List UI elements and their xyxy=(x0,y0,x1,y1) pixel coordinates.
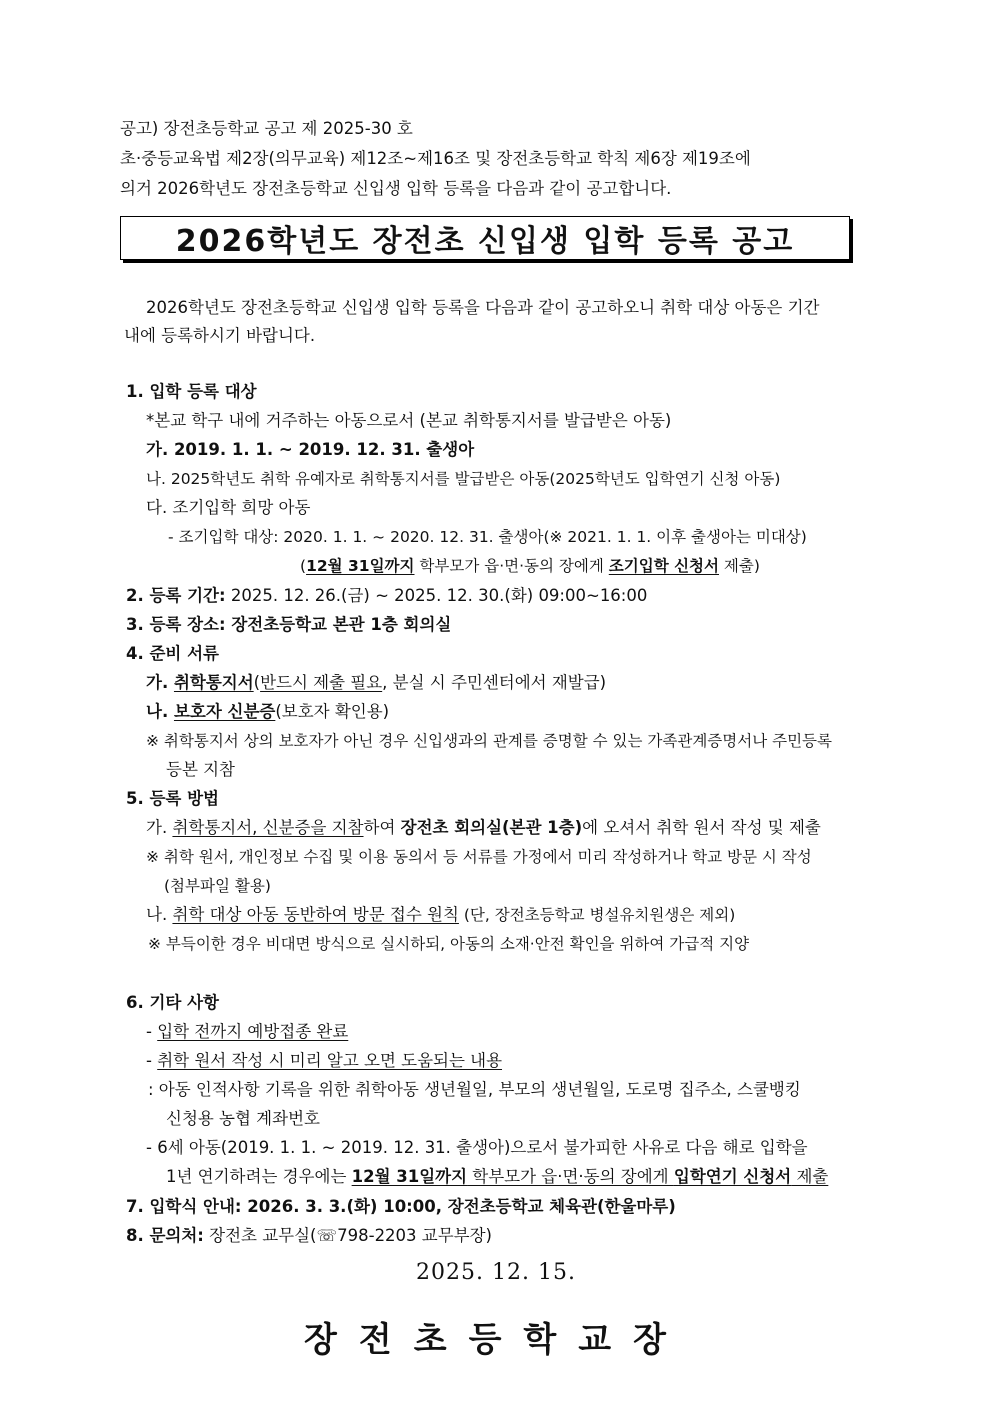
notice-date: 2025. 12. 15. xyxy=(416,1260,576,1285)
section-6-item-4a: - 6세 아동(2019. 1. 1. ~ 2019. 12. 31. 출생아)으로서 불가피한 사유로 다음 해로 입학을 xyxy=(146,1138,808,1157)
notice-number: 공고) 장전초등학교 공고 제 2025-30 호 xyxy=(120,119,413,138)
section-5-note-3: ※ 부득이한 경우 비대면 방식으로 실시하되, 아동의 소재·안전 확인을 위하여 가급적 지양 xyxy=(148,935,750,953)
section-7: 7. 입학식 안내: 2026. 3. 3.(화) 10:00, 장전초등학교 체육관(한울마루) xyxy=(126,1197,676,1216)
title-box xyxy=(120,216,850,260)
paragraph-line-1: 2026학년도 장전초등학교 신입생 입학 등록을 다음과 같이 공고하오니 취학 대상 아동은 기간 xyxy=(146,298,820,317)
section-5-ga: 가. 취학통지서, 신분증을 지참하여 장전초 회의실(본관 1층)에 오셔서 취학 원서 작성 및 제출 xyxy=(146,818,821,837)
section-4-note-2: 등본 지참 xyxy=(166,760,236,779)
section-2: 2. 등록 기간: 2025. 12. 26.(금) ~ 2025. 12. 30.(화) 09:00~16:00 xyxy=(126,586,648,605)
principal-signature: 장전초등학교장 xyxy=(304,1320,688,1360)
section-1-ga: 가. 2019. 1. 1. ~ 2019. 12. 31. 출생아 xyxy=(146,440,475,459)
section-4-na: 나. 보호자 신분증(보호자 확인용) xyxy=(146,702,390,721)
section-1-da: 다. 조기입학 희망 아동 xyxy=(146,498,311,517)
intro-line-1: 초·중등교육법 제2장(의무교육) 제12조~제16조 및 장전초등학교 학칙 제6장 제19조에 xyxy=(120,149,751,168)
section-4-ga: 가. 취학통지서(반드시 제출 필요, 분실 시 주민센터에서 재발급) xyxy=(146,673,607,692)
early-entry-note: (12월 31일까지 학부모가 읍·면·동의 장에게 조기입학 신청서 제출) xyxy=(300,557,760,575)
early-entry-range: - 조기입학 대상: 2020. 1. 1. ~ 2020. 12. 31. 출생아(※ 2021. 1. 1. 이후 출생아는 미대상) xyxy=(168,528,807,546)
section-6-item-4b: 1년 연기하려는 경우에는 12월 31일까지 학부모가 읍·면·동의 장에게 입학연기 신청서 제출 xyxy=(166,1167,829,1186)
section-5-note-2: (첨부파일 활용) xyxy=(164,877,271,895)
section-1-heading: 1. 입학 등록 대상 xyxy=(126,382,257,401)
section-5-na: 나. 취학 대상 아동 동반하여 방문 접수 원칙 (단, 장전초등학교 병설유치원생은 제외) xyxy=(146,905,736,924)
page-title: 2026학년도 장전초 신입생 입학 등록 공고 xyxy=(175,224,795,259)
section-4-note-1: ※ 취학통지서 상의 보호자가 아닌 경우 신입생과의 관계를 증명할 수 있는 가족관계증명서나 주민등록 xyxy=(146,732,833,750)
intro-line-2: 의거 2026학년도 장전초등학교 신입생 입학 등록을 다음과 같이 공고합니다. xyxy=(120,179,672,198)
paragraph-line-2: 내에 등록하시기 바랍니다. xyxy=(124,326,316,345)
section-8: 8. 문의처: 장전초 교무실(☏798-2203 교무부장) xyxy=(126,1226,492,1245)
section-6-item-1: - 입학 전까지 예방접종 완료 xyxy=(146,1022,349,1041)
section-6-item-2: - 취학 원서 작성 시 미리 알고 오면 도움되는 내용 xyxy=(146,1051,503,1070)
section-5-heading: 5. 등록 방법 xyxy=(126,789,219,808)
section-1-star: *본교 학구 내에 거주하는 아동으로서 (본교 취학통지서를 발급받은 아동) xyxy=(146,411,672,430)
section-5-note-1: ※ 취학 원서, 개인정보 수집 및 이용 동의서 등 서류를 가정에서 미리 작성하거나 학교 방문 시 작성 xyxy=(146,848,812,866)
section-3: 3. 등록 장소: 장전초등학교 본관 1층 회의실 xyxy=(126,615,452,634)
section-6-heading: 6. 기타 사항 xyxy=(126,993,219,1012)
section-6-item-3b: 신청용 농협 계좌번호 xyxy=(166,1109,320,1128)
section-4-heading: 4. 준비 서류 xyxy=(126,644,219,663)
section-6-item-3a: : 아동 인적사항 기록을 위한 취학아동 생년월일, 부모의 생년월일, 도로명 집주소, 스쿨뱅킹 xyxy=(148,1080,801,1099)
section-1-na: 나. 2025학년도 취학 유예자로 취학통지서를 발급받은 아동(2025학년도 입학연기 신청 아동) xyxy=(146,470,781,488)
